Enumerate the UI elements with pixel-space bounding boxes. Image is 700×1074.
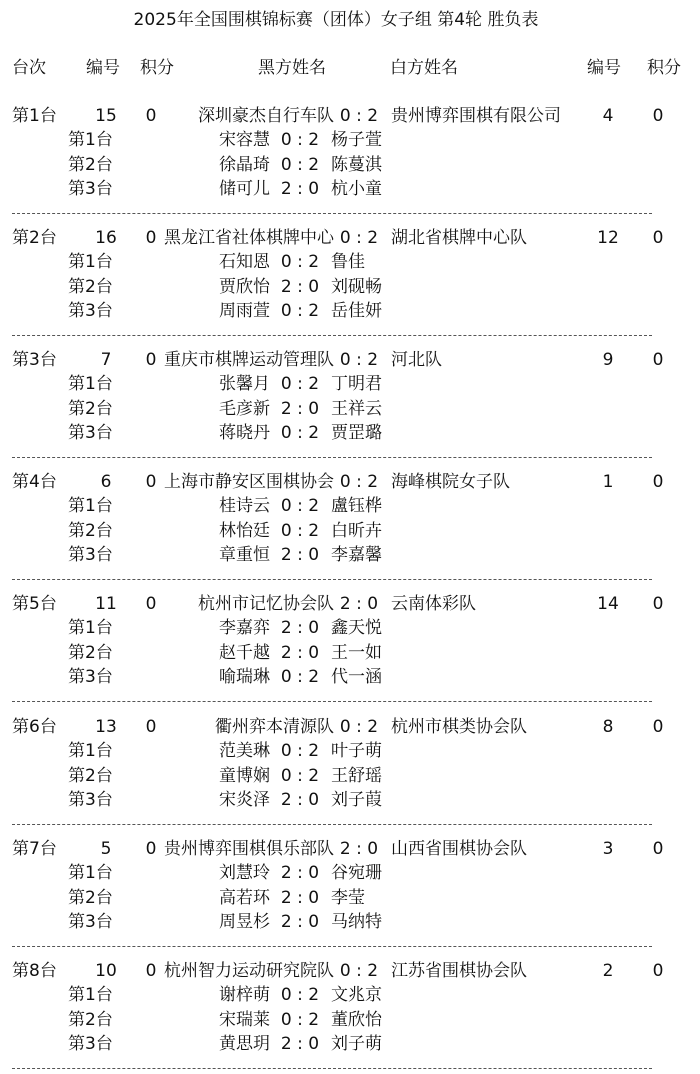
match-score: 0 : 2	[339, 350, 379, 370]
game-score: 2 : 0	[280, 790, 320, 810]
game-white-player: 陈蔓淇	[331, 155, 382, 175]
game-board: 第2台	[68, 643, 113, 663]
game-board: 第3台	[68, 423, 113, 443]
game-score: 2 : 0	[280, 1034, 320, 1054]
match-num-right: 8	[602, 717, 614, 737]
game-score: 0 : 2	[280, 155, 320, 175]
game-white-player: 董欣怡	[331, 1010, 382, 1030]
game-black-player: 宋瑞莱	[219, 1010, 270, 1030]
game-white-player: 盧钰桦	[331, 496, 382, 516]
game-black-player: 高若环	[219, 888, 270, 908]
game-board: 第2台	[68, 399, 113, 419]
match-pts-right: 0	[652, 717, 664, 737]
match-pts-left: 0	[145, 717, 157, 737]
game-board: 第1台	[68, 252, 113, 272]
game-score: 2 : 0	[280, 643, 320, 663]
match-team-white: 江苏省围棋协会队	[391, 961, 527, 981]
game-white-player: 王祥云	[331, 399, 382, 419]
game-score: 2 : 0	[280, 277, 320, 297]
match-num-right: 14	[597, 594, 619, 614]
game-black-player: 周昱杉	[219, 912, 270, 932]
game-white-player: 杭小童	[331, 179, 382, 199]
game-score: 0 : 2	[280, 766, 320, 786]
game-black-player: 储可儿	[219, 179, 270, 199]
header-num-left: 编号	[86, 58, 120, 78]
game-white-player: 文兆京	[331, 985, 382, 1005]
game-black-player: 刘慧玲	[219, 863, 270, 883]
game-board: 第3台	[68, 667, 113, 687]
game-black-player: 李嘉弈	[219, 618, 270, 638]
header-table: 台次	[12, 58, 46, 78]
game-score: 2 : 0	[280, 179, 320, 199]
game-score: 0 : 2	[280, 741, 320, 761]
game-board: 第2台	[68, 766, 113, 786]
game-black-player: 宋容慧	[219, 130, 270, 150]
game-white-player: 鑫天悦	[331, 618, 382, 638]
match-score: 0 : 2	[339, 717, 379, 737]
game-board: 第3台	[68, 1034, 113, 1054]
game-black-player: 谢梓萌	[219, 985, 270, 1005]
match-num-left: 13	[95, 717, 117, 737]
game-board: 第1台	[68, 985, 113, 1005]
game-board: 第2台	[68, 277, 113, 297]
game-score: 2 : 0	[280, 399, 320, 419]
header-black: 黑方姓名	[258, 58, 326, 78]
match-team-white: 山西省围棋协会队	[391, 839, 527, 859]
match-score: 0 : 2	[339, 472, 379, 492]
game-white-player: 刘砚畅	[331, 277, 382, 297]
game-white-player: 白昕卉	[331, 521, 382, 541]
game-score: 0 : 2	[280, 423, 320, 443]
game-white-player: 李莹	[331, 888, 365, 908]
match-team-black: 衢州弈本清源队	[215, 717, 334, 737]
header-white: 白方姓名	[390, 58, 458, 78]
game-white-player: 贾罡璐	[331, 423, 382, 443]
match-pts-left: 0	[145, 961, 157, 981]
match-num-left: 11	[95, 594, 117, 614]
match-pts-right: 0	[652, 961, 664, 981]
page-title: 2025年全国围棋锦标赛（团体）女子组 第4轮 胜负表	[133, 10, 539, 30]
game-white-player: 李嘉馨	[331, 545, 382, 565]
match-num-right: 4	[602, 106, 614, 126]
match-pts-right: 0	[652, 350, 664, 370]
game-black-player: 童博娴	[219, 766, 270, 786]
game-board: 第2台	[68, 1010, 113, 1030]
match-table: 第3台	[12, 350, 57, 370]
game-board: 第3台	[68, 912, 113, 932]
match-team-black: 深圳豪杰自行车队	[198, 106, 334, 126]
match-team-black: 黑龙江省社体棋牌中心	[164, 228, 334, 248]
game-white-player: 刘子萌	[331, 1034, 382, 1054]
game-score: 2 : 0	[280, 545, 320, 565]
game-score: 0 : 2	[280, 496, 320, 516]
game-black-player: 石知恩	[219, 252, 270, 272]
match-pts-right: 0	[652, 228, 664, 248]
game-score: 0 : 2	[280, 1010, 320, 1030]
match-pts-right: 0	[652, 106, 664, 126]
game-score: 2 : 0	[280, 618, 320, 638]
game-black-player: 林怡廷	[219, 521, 270, 541]
match-team-white: 海峰棋院女子队	[391, 472, 510, 492]
game-black-player: 贾欣怡	[219, 277, 270, 297]
divider	[12, 213, 652, 214]
game-board: 第2台	[68, 888, 113, 908]
game-board: 第1台	[68, 496, 113, 516]
match-num-left: 16	[95, 228, 117, 248]
match-num-left: 15	[95, 106, 117, 126]
match-table: 第8台	[12, 961, 57, 981]
match-team-black: 杭州市记忆协会队	[198, 594, 334, 614]
game-score: 0 : 2	[280, 301, 320, 321]
game-black-player: 周雨萱	[219, 301, 270, 321]
match-table: 第1台	[12, 106, 57, 126]
match-num-left: 5	[100, 839, 112, 859]
game-white-player: 鲁佳	[331, 252, 365, 272]
game-board: 第1台	[68, 374, 113, 394]
match-score: 2 : 0	[339, 594, 379, 614]
match-team-white: 杭州市棋类协会队	[391, 717, 527, 737]
game-board: 第1台	[68, 741, 113, 761]
game-white-player: 丁明君	[331, 374, 382, 394]
match-team-black: 上海市静安区围棋协会	[164, 472, 334, 492]
game-white-player: 代一涵	[331, 667, 382, 687]
game-board: 第1台	[68, 618, 113, 638]
game-board: 第2台	[68, 521, 113, 541]
game-black-player: 毛彦新	[219, 399, 270, 419]
game-score: 0 : 2	[280, 374, 320, 394]
game-white-player: 谷宛珊	[331, 863, 382, 883]
match-score: 0 : 2	[339, 961, 379, 981]
match-team-black: 杭州智力运动研究院队	[164, 961, 334, 981]
match-pts-left: 0	[145, 839, 157, 859]
game-black-player: 范美琳	[219, 741, 270, 761]
match-num-right: 12	[597, 228, 619, 248]
game-white-player: 杨子萱	[331, 130, 382, 150]
match-table: 第6台	[12, 717, 57, 737]
game-score: 2 : 0	[280, 863, 320, 883]
match-team-white: 湖北省棋牌中心队	[391, 228, 527, 248]
game-black-player: 桂诗云	[219, 496, 270, 516]
match-num-left: 10	[95, 961, 117, 981]
game-black-player: 蒋晓丹	[219, 423, 270, 443]
game-black-player: 章重恒	[219, 545, 270, 565]
game-board: 第3台	[68, 301, 113, 321]
game-black-player: 徐晶琦	[219, 155, 270, 175]
match-pts-left: 0	[145, 594, 157, 614]
match-team-white: 云南体彩队	[391, 594, 476, 614]
match-pts-left: 0	[145, 106, 157, 126]
divider	[12, 824, 652, 825]
match-num-right: 9	[602, 350, 614, 370]
header-pts-left: 积分	[140, 58, 174, 78]
game-board: 第1台	[68, 863, 113, 883]
game-white-player: 刘子葭	[331, 790, 382, 810]
match-num-left: 7	[100, 350, 112, 370]
header-pts-right: 积分	[647, 58, 681, 78]
game-black-player: 张馨月	[219, 374, 270, 394]
match-score: 2 : 0	[339, 839, 379, 859]
match-num-right: 1	[602, 472, 614, 492]
game-white-player: 岳佳妍	[331, 301, 382, 321]
game-score: 0 : 2	[280, 667, 320, 687]
match-pts-left: 0	[145, 350, 157, 370]
game-black-player: 喻瑞琳	[219, 667, 270, 687]
match-pts-right: 0	[652, 472, 664, 492]
game-black-player: 赵千越	[219, 643, 270, 663]
divider	[12, 457, 652, 458]
game-score: 0 : 2	[280, 130, 320, 150]
game-board: 第1台	[68, 130, 113, 150]
match-table: 第5台	[12, 594, 57, 614]
game-white-player: 王舒瑶	[331, 766, 382, 786]
game-white-player: 叶子萌	[331, 741, 382, 761]
divider	[12, 946, 652, 947]
match-pts-left: 0	[145, 228, 157, 248]
game-board: 第3台	[68, 790, 113, 810]
match-team-black: 贵州博弈围棋俱乐部队	[164, 839, 334, 859]
match-table: 第7台	[12, 839, 57, 859]
divider	[12, 579, 652, 580]
divider	[12, 701, 652, 702]
match-pts-right: 0	[652, 594, 664, 614]
header-num-right: 编号	[587, 58, 621, 78]
match-num-right: 2	[602, 961, 614, 981]
game-board: 第2台	[68, 155, 113, 175]
game-score: 2 : 0	[280, 888, 320, 908]
match-team-white: 河北队	[391, 350, 442, 370]
game-board: 第3台	[68, 179, 113, 199]
game-white-player: 王一如	[331, 643, 382, 663]
match-pts-right: 0	[652, 839, 664, 859]
game-score: 2 : 0	[280, 912, 320, 932]
match-table: 第4台	[12, 472, 57, 492]
match-team-black: 重庆市棋牌运动管理队	[164, 350, 334, 370]
game-score: 0 : 2	[280, 252, 320, 272]
match-team-white: 贵州博弈围棋有限公司	[391, 106, 561, 126]
game-black-player: 宋炎泽	[219, 790, 270, 810]
game-board: 第3台	[68, 545, 113, 565]
match-score: 0 : 2	[339, 106, 379, 126]
divider	[12, 1068, 652, 1069]
match-num-right: 3	[602, 839, 614, 859]
game-score: 0 : 2	[280, 985, 320, 1005]
game-score: 0 : 2	[280, 521, 320, 541]
match-pts-left: 0	[145, 472, 157, 492]
divider	[12, 335, 652, 336]
game-white-player: 马纳特	[331, 912, 382, 932]
match-score: 0 : 2	[339, 228, 379, 248]
match-table: 第2台	[12, 228, 57, 248]
match-num-left: 6	[100, 472, 112, 492]
game-black-player: 黄思玥	[219, 1034, 270, 1054]
